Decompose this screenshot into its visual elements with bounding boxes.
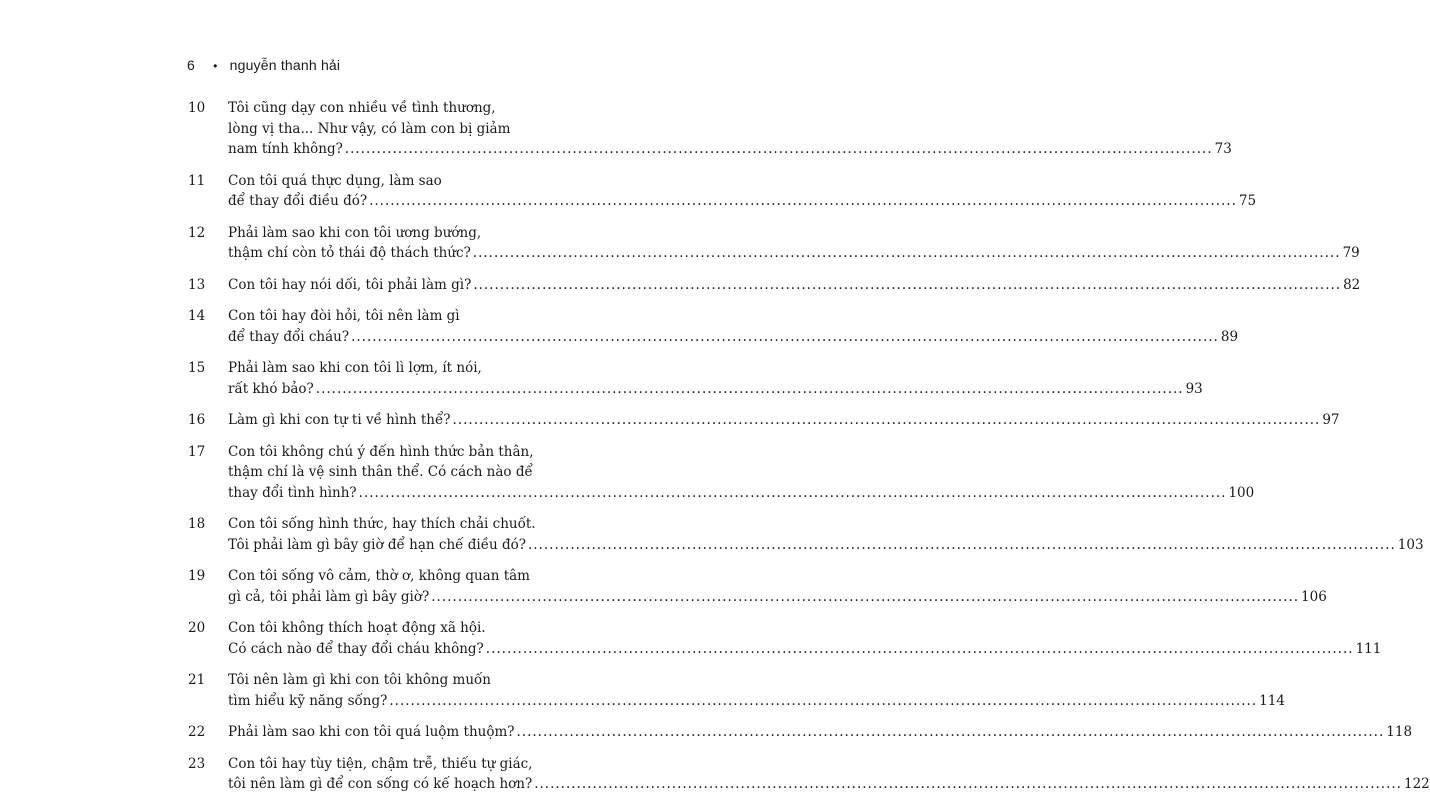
toc-title-line: Con tôi sống vô cảm, thờ ơ, không quan tâm [228, 568, 530, 584]
dot-leader [473, 275, 1341, 296]
toc-title-last-line [228, 379, 1203, 400]
toc-entry [188, 722, 1413, 743]
toc-title-last-line [228, 639, 1381, 660]
toc-entry [188, 410, 1340, 431]
toc-entry [188, 223, 1360, 264]
toc-title-line: thay đổi tình hình? [228, 484, 357, 501]
dot-leader [453, 410, 1321, 431]
dot-leader [517, 722, 1385, 743]
toc-title-line: Con tôi quá thực dụng, làm sao [228, 172, 442, 189]
page-number: 6 [187, 57, 195, 73]
running-header [187, 57, 340, 73]
toc-entry-number: 11 [188, 172, 206, 189]
toc-page-number: 111 [1355, 640, 1382, 657]
toc-title-line: Làm gì khi con tự ti về hình thể? [228, 412, 451, 428]
table-of-contents [188, 98, 1430, 806]
toc-entry-title [228, 514, 1424, 555]
toc-entry-number: 15 [188, 360, 206, 376]
dot-leader [534, 774, 1402, 795]
toc-title-line: để thay đổi cháu? [228, 328, 350, 345]
toc-title-last-line [228, 483, 1254, 504]
toc-page-number: 73 [1214, 141, 1232, 157]
toc-page-number: 79 [1342, 245, 1360, 261]
toc-title-line: Con tôi sống hình thức, hay thích chải chuốt. [228, 516, 536, 532]
toc-entry-number: 14 [188, 308, 206, 324]
toc-page-number: 97 [1322, 412, 1340, 428]
dot-leader [351, 327, 1219, 348]
toc-entry [188, 566, 1327, 607]
toc-title-line: Con tôi hay nói dối, tôi phải làm gì? [228, 276, 472, 293]
toc-title-last-line [228, 243, 1360, 264]
toc-title-line: rất khó bảo? [228, 380, 314, 397]
toc-title-last-line [228, 774, 1430, 795]
dot-leader [528, 535, 1396, 556]
toc-page-number: 89 [1220, 328, 1239, 345]
toc-page-number: 75 [1238, 193, 1257, 209]
toc-entry-title [228, 275, 1360, 296]
toc-entry-title [228, 618, 1381, 659]
dot-leader [389, 691, 1257, 712]
toc-entry-number: 22 [188, 724, 206, 740]
toc-entry-number: 23 [188, 755, 206, 772]
toc-page-number: 93 [1185, 380, 1203, 397]
toc-title-line: nam tính không? [228, 141, 343, 157]
toc-entry [188, 670, 1285, 711]
toc-title-line: Con tôi không thích hoạt động xã hội. [228, 620, 486, 636]
toc-title-line: tôi nên làm gì để con sống có kế hoạch hơn? [228, 776, 533, 792]
toc-page-number: 103 [1397, 536, 1424, 553]
dot-leader [316, 379, 1184, 400]
toc-title-line: Tôi phải làm gì bây giờ để hạn chế điều đó? [228, 536, 526, 553]
toc-entry-number: 21 [188, 672, 206, 688]
toc-entry [188, 514, 1424, 555]
toc-page-number: 82 [1343, 276, 1361, 293]
toc-entry-title [228, 223, 1360, 264]
toc-title-line: Con tôi không chú ý đến hình thức bản thân, [228, 443, 534, 460]
toc-entry [188, 358, 1203, 399]
toc-title-last-line [228, 722, 1412, 743]
toc-entry [188, 275, 1361, 296]
author-name: nguyễn thanh hải [229, 57, 341, 73]
toc-entry-number: 20 [188, 620, 206, 636]
toc-entry-number: 16 [188, 412, 206, 428]
toc-page-number: 114 [1259, 692, 1285, 709]
toc-page-number: 118 [1386, 724, 1413, 740]
toc-entry-title [228, 754, 1430, 795]
toc-entry-title [228, 410, 1340, 431]
toc-title-last-line [228, 139, 1232, 160]
toc-title-line: Con tôi hay tùy tiện, chậm trễ, thiếu tự giác, [228, 755, 533, 772]
toc-title-line: thậm chí là vệ sinh thân thể. Có cách nào để [228, 464, 533, 480]
toc-entry [188, 442, 1255, 504]
toc-entry-title [228, 566, 1327, 607]
toc-title-line: tìm hiểu kỹ năng sống? [228, 692, 388, 709]
toc-title-line: Phải làm sao khi con tôi ương bướng, [228, 224, 482, 241]
dot-leader [486, 639, 1354, 660]
toc-title-line: để thay đổi điều đó? [228, 193, 368, 209]
toc-title-line: Có cách nào để thay đổi cháu không? [228, 640, 484, 657]
toc-entry-title [228, 306, 1238, 347]
toc-title-line: gì cả, tôi phải làm gì bây giờ? [228, 588, 430, 605]
toc-entry-number: 18 [188, 516, 206, 532]
toc-entry-title [228, 98, 1232, 160]
toc-entry-title [228, 722, 1412, 743]
toc-title-line: Phải làm sao khi con tôi lì lợm, ít nói, [228, 360, 482, 376]
toc-entry [188, 98, 1232, 160]
toc-title-last-line [228, 191, 1256, 212]
toc-title-line: Con tôi hay đòi hỏi, tôi nên làm gì [228, 308, 460, 324]
toc-page-number: 122 [1403, 776, 1430, 792]
toc-title-line: lòng vị tha... Như vậy, có làm con bị giảm [228, 120, 511, 137]
toc-entry-number: 13 [188, 276, 206, 293]
toc-entry-number: 10 [188, 100, 206, 116]
toc-entry-number: 12 [188, 224, 206, 241]
toc-entry-number: 19 [188, 568, 206, 584]
toc-entry-title [228, 670, 1285, 711]
toc-page-number: 106 [1301, 588, 1327, 605]
toc-title-line: Tôi cũng dạy con nhiều về tình thương, [228, 100, 496, 116]
toc-title-line: Phải làm sao khi con tôi quá luộm thuộm? [228, 724, 515, 740]
dot-leader [431, 587, 1299, 608]
toc-entry [188, 171, 1257, 212]
toc-title-line: Tôi nên làm gì khi con tôi không muốn [228, 672, 491, 688]
toc-entry [188, 306, 1239, 347]
toc-title-line: thậm chí còn tỏ thái độ thách thức? [228, 245, 471, 261]
toc-title-last-line [228, 410, 1340, 431]
toc-title-last-line [228, 691, 1285, 712]
dot-leader [359, 483, 1227, 504]
toc-title-last-line [228, 535, 1424, 556]
toc-entry-number: 17 [188, 443, 206, 460]
toc-title-last-line [228, 587, 1327, 608]
dot-leader [369, 191, 1237, 212]
dot-leader [473, 243, 1341, 264]
toc-page-number: 100 [1228, 484, 1255, 501]
toc-title-last-line [228, 327, 1238, 348]
toc-title-last-line [228, 275, 1360, 296]
toc-entry-title [228, 171, 1256, 212]
toc-entry [188, 618, 1382, 659]
toc-entry-title [228, 442, 1254, 504]
dot-leader [345, 139, 1213, 160]
bullet-icon: • [213, 59, 218, 73]
toc-entry [188, 754, 1430, 795]
toc-entry-title [228, 358, 1203, 399]
